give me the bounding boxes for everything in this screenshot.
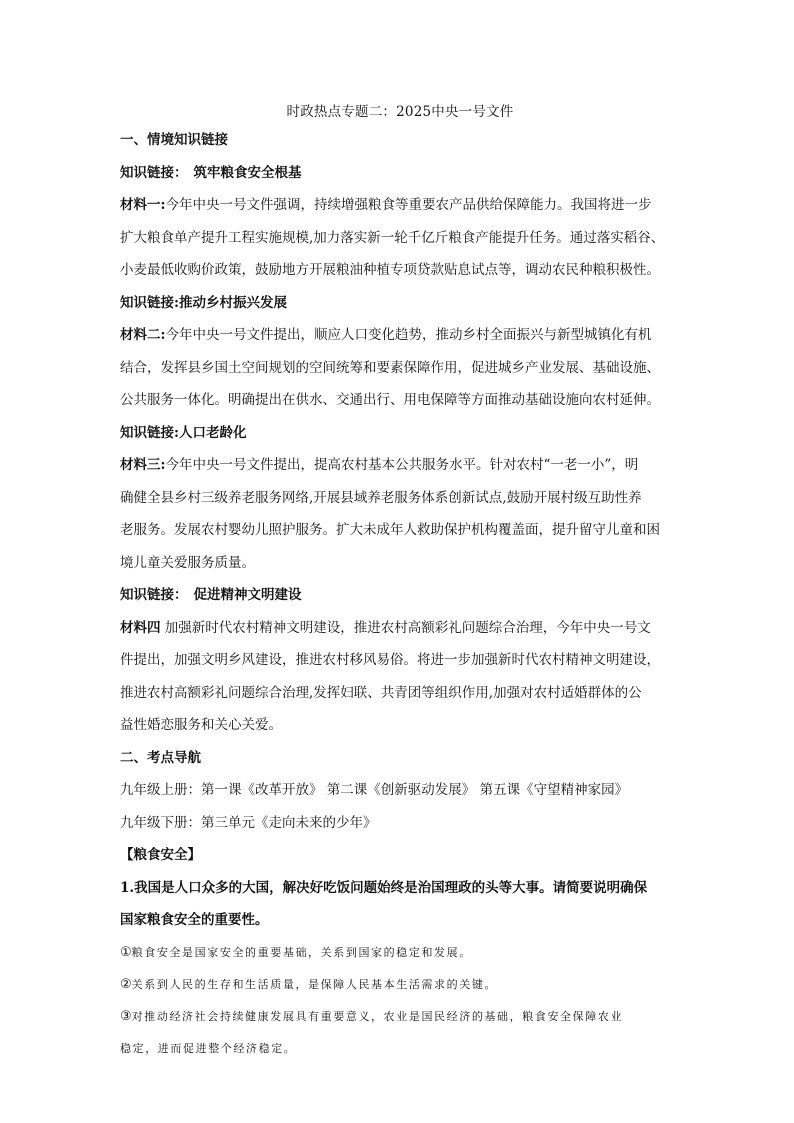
- answer-point: [120, 969, 680, 1001]
- material-label: 材料四: [120, 619, 161, 636]
- knowledge-link: [120, 157, 680, 190]
- answer-continuation: 稳定，进而促进整个经济稳定。: [120, 1041, 297, 1055]
- material-text-line: 益性婚恋服务和关心关爱。: [120, 717, 282, 733]
- material-text-line: 今年中央一号文件强调，持续增强粮食等重要农产品供给保障能力。我国将进一步: [165, 197, 652, 213]
- material-paragraph: [120, 449, 680, 482]
- answer-text: 关系到人民的生存和生活质量，是保障人民基本生活需求的关键。: [131, 977, 498, 991]
- material-text-line: 今年中央一号文件提出，提高农村基本公共服务水平。针对农村“一老一小”，明: [165, 457, 639, 473]
- material-text-line: 件提出，加强文明乡风建设，推进农村移风易俗。将进一步加强新时代农村精神文明建设，: [120, 652, 660, 668]
- answer-text: 粮食安全是国家安全的重要基础，关系到国家的稳定和发展。: [131, 945, 472, 959]
- material-label: 材料二:: [120, 327, 166, 343]
- material-text-line: 老服务。发展农村婴幼儿照护服务。扩大未成年人救助保护机构覆盖面，提升留守儿童和困: [120, 522, 660, 538]
- knowledge-link: [120, 417, 680, 450]
- knowledge-link-topic: 推动乡村振兴发展: [178, 294, 287, 311]
- knowledge-link-label: 知识链接:: [120, 424, 179, 441]
- material-paragraph: [120, 319, 680, 352]
- material-text-line: 推进农村高额彩礼问题综合治理,发挥妇联、共青团等组织作用,加强对农村适婚群体的公: [120, 684, 642, 701]
- knowledge-link-topic: 人口老龄化: [178, 424, 247, 441]
- material-label: 材料一:: [120, 197, 166, 213]
- material-text-line: 结合，发挥县乡国土空间规划的空间统筹和要素保障作用，促进城乡产业发展、基础设施、: [120, 359, 660, 376]
- knowledge-link-label: 知识链接：: [120, 164, 188, 181]
- answer-point: [120, 1001, 680, 1033]
- material-text-line: 确健全县乡村三级养老服务网络,开展县域养老服务体系创新试点,鼓励开展村级互助性养: [120, 489, 642, 506]
- section-heading-exam-points: 二、考点导航: [120, 749, 201, 766]
- material-text-line: 加强新时代农村精神文明建设，推进农村高额彩礼问题综合治理，今年中央一号文: [164, 619, 651, 636]
- document-title: 时政热点专题二：2025中央一号文件: [286, 104, 514, 120]
- material-text-line: 小麦最低收购价政策，鼓励地方开展粮油种植专项贷款贴息试点等，调动农民种粮积极性。: [120, 262, 660, 278]
- material-label: 材料三:: [120, 457, 166, 473]
- material-paragraph: [120, 612, 680, 645]
- material-text-line: 公共服务一体化。明确提出在供水、交通出行、用电保障等方面推动基础设施向农村延伸。: [120, 392, 660, 408]
- answer-number: ①: [120, 944, 132, 960]
- knowledge-link-topic: 促进精神文明建设: [193, 587, 302, 603]
- question-line: 1.我国是人口众多的大国，解决好吃饭问题始终是治国理政的头等大事。请简要说明确保: [120, 879, 648, 896]
- answer-number: ②: [120, 976, 132, 992]
- knowledge-link: [120, 287, 680, 320]
- material-text-line: 今年中央一号文件提出，顺应人口变化趋势，推动乡村全面振兴与新型城镇化有机: [165, 327, 652, 343]
- textbook-reference-lower: 九年级下册：第三单元《走向未来的少年》: [120, 814, 377, 831]
- answer-text: 对推动经济社会持续健康发展具有重要意义，农业是国民经济的基础，粮食安全保障农业: [131, 1009, 624, 1023]
- knowledge-link-topic: 筑牢粮食安全根基: [193, 164, 302, 181]
- section-heading-context: 一、情境知识链接: [120, 132, 228, 148]
- question-line: 国家粮食安全的重要性。: [120, 912, 269, 928]
- material-paragraph: [120, 189, 680, 222]
- knowledge-link-label: 知识链接：: [120, 587, 188, 603]
- material-text-line: 境儿童关爱服务质量。: [120, 554, 255, 571]
- knowledge-link-label: 知识链接:: [120, 294, 179, 311]
- answer-number: ③: [120, 1008, 132, 1024]
- textbook-reference-upper: 九年级上册：第一课《改革开放》 第二课《创新驱动发展》 第五课《守望精神家园》: [120, 782, 629, 798]
- document-page: [120, 100, 680, 1065]
- knowledge-link: [120, 579, 680, 612]
- topic-heading-food-security: 【粮食安全】: [120, 847, 201, 863]
- material-text-line: 扩大粮食单产提升工程实施规模,加力落实新一轮千亿斤粮食产能提升任务。通过落实稻谷、: [120, 229, 665, 246]
- answer-point: [120, 937, 680, 969]
